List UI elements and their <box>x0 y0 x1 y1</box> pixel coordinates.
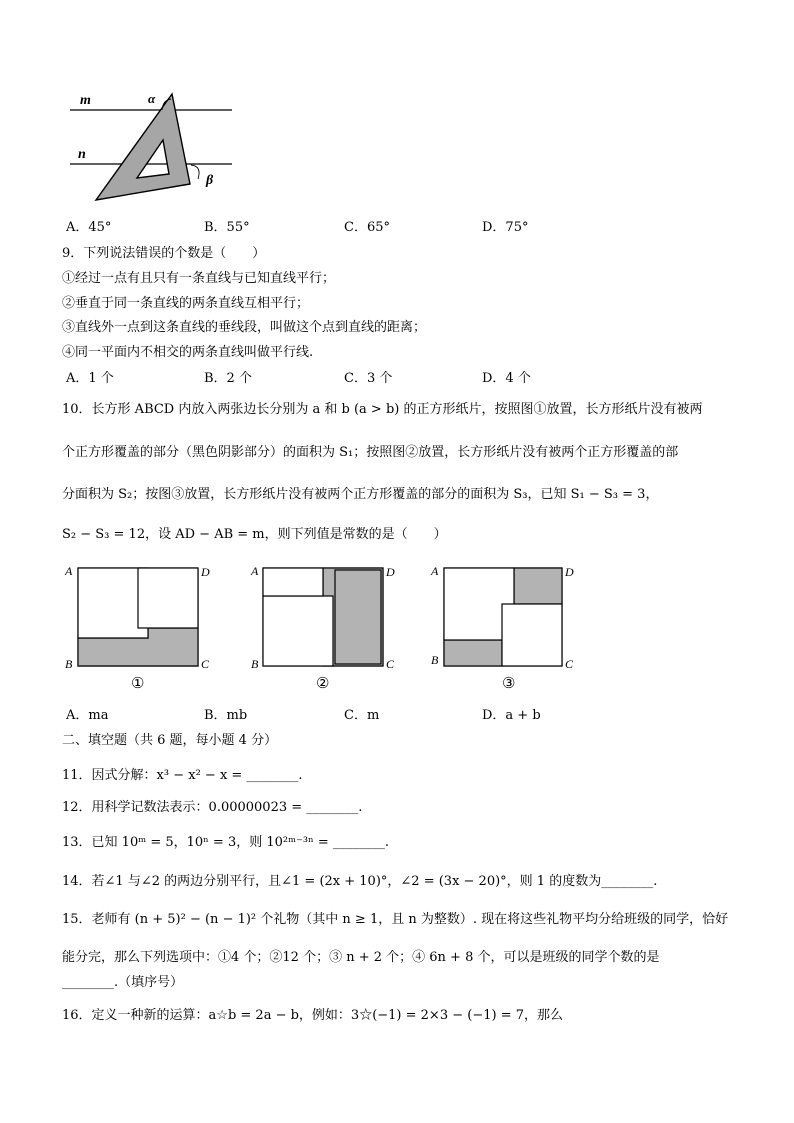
q8-option-d: D．75° <box>482 220 529 235</box>
q8-option-a: A．45° <box>66 220 112 235</box>
fig2-label-c: C <box>386 657 395 671</box>
fig1-label-b: B <box>65 657 73 671</box>
q9-statement-4: ④同一平面内不相交的两条直线叫做平行线. <box>62 345 314 360</box>
q15-line-1: 15．老师有 (n + 5)² − (n − 1)² 个礼物（其中 n ≥ 1，且 n 为整数）. 现在将这些礼物平均分给班级的同学，恰好 <box>62 912 729 927</box>
figure-1 <box>64 564 210 692</box>
fig3-label-a: A <box>431 564 439 578</box>
q10-option-a: A．ma <box>66 708 109 723</box>
q10-option-b: B．mb <box>204 708 248 723</box>
q9-option-d: D．4 个 <box>482 371 531 386</box>
angle-beta-label: β <box>206 173 214 188</box>
q16-text: 16．定义一种新的运算：a☆b = 2a − b，例如：3☆(−1) = 2×3 − (−1) = 7，那么 <box>62 1008 563 1023</box>
fig1-label-d: D <box>201 565 210 579</box>
q10-option-d: D．a + b <box>482 708 541 723</box>
q15-line-3: ________.（填序号） <box>62 975 184 990</box>
q14-text: 14．若∠1 与∠2 的两边分别平行，且∠1 = (2x + 10)°，∠2 = (3x − 20)°，则 1 的度数为________. <box>62 874 658 889</box>
section-2-title: 二、填空题（共 6 题，每小题 4 分） <box>62 733 278 748</box>
figure-2 <box>250 564 395 692</box>
line-m-label: m <box>80 93 91 108</box>
q9-option-b: B．2 个 <box>204 371 252 386</box>
q10-figures <box>60 558 590 693</box>
fig3-label-c: C <box>565 657 574 671</box>
fig1-caption: ① <box>131 676 145 692</box>
fig2-label-b: B <box>251 657 259 671</box>
q10-line-2: 个正方形覆盖的部分（黑色阴影部分）的面积为 S₁；按照图②放置，长方形纸片没有被两个正方形覆盖的部 <box>62 445 679 460</box>
fig3-label-d: D <box>565 565 574 579</box>
q12-text: 12．用科学记数法表示：0.00000023 = ________. <box>62 800 363 815</box>
parallel-lines-figure <box>60 86 250 206</box>
q8-option-c: C．65° <box>344 220 390 235</box>
fig2-label-a: A <box>251 564 259 578</box>
q13-text: 13．已知 10ᵐ = 5，10ⁿ = 3，则 10²ᵐ⁻³ⁿ = ________. <box>62 835 390 850</box>
fig1-label-a: A <box>65 564 73 578</box>
q9-statement-1: ①经过一点有且只有一条直线与已知直线平行； <box>62 271 336 286</box>
fig2-label-d: D <box>386 565 395 579</box>
q9-stem: 9．下列说法错误的个数是（ ） <box>62 246 266 261</box>
q9-statement-3: ③直线外一点到这条直线的垂线段，叫做这个点到直线的距离； <box>62 320 427 335</box>
q11-text: 11．因式分解：x³ − x² − x = ________. <box>62 768 303 783</box>
q10-line-3: 分面积为 S₂；按图③放置，长方形纸片没有被两个正方形覆盖的部分的面积为 S₃，已知 S₁ − S₃ = 3， <box>62 487 659 502</box>
q8-option-b: B．55° <box>204 220 250 235</box>
angle-alpha-label: α <box>148 91 156 106</box>
q10-line-4: S₂ − S₃ = 12，设 AD − AB = m，则下列值是常数的是（ ） <box>62 527 447 542</box>
fig1-label-c: C <box>201 657 210 671</box>
q15-line-2: 能分完，那么下列选项中：①4 个；②12 个；③ n + 2 个；④ 6n + 8 个，可以是班级的同学个数的是 <box>62 950 660 965</box>
fig3-label-b: B <box>431 653 439 667</box>
q10-line-1: 10．长方形 ABCD 内放入两张边长分别为 a 和 b (a > b) 的正方形纸片，按照图①放置，长方形纸片没有被两 <box>62 402 703 417</box>
q9-option-a: A．1 个 <box>66 371 114 386</box>
line-n-label: n <box>78 147 86 162</box>
figure-3 <box>430 564 574 692</box>
q9-option-c: C．3 个 <box>344 371 393 386</box>
fig2-caption: ② <box>316 676 330 692</box>
q9-statement-2: ②垂直于同一条直线的两条直线互相平行； <box>62 296 310 311</box>
fig3-caption: ③ <box>502 676 516 692</box>
q10-option-c: C．m <box>344 708 380 723</box>
